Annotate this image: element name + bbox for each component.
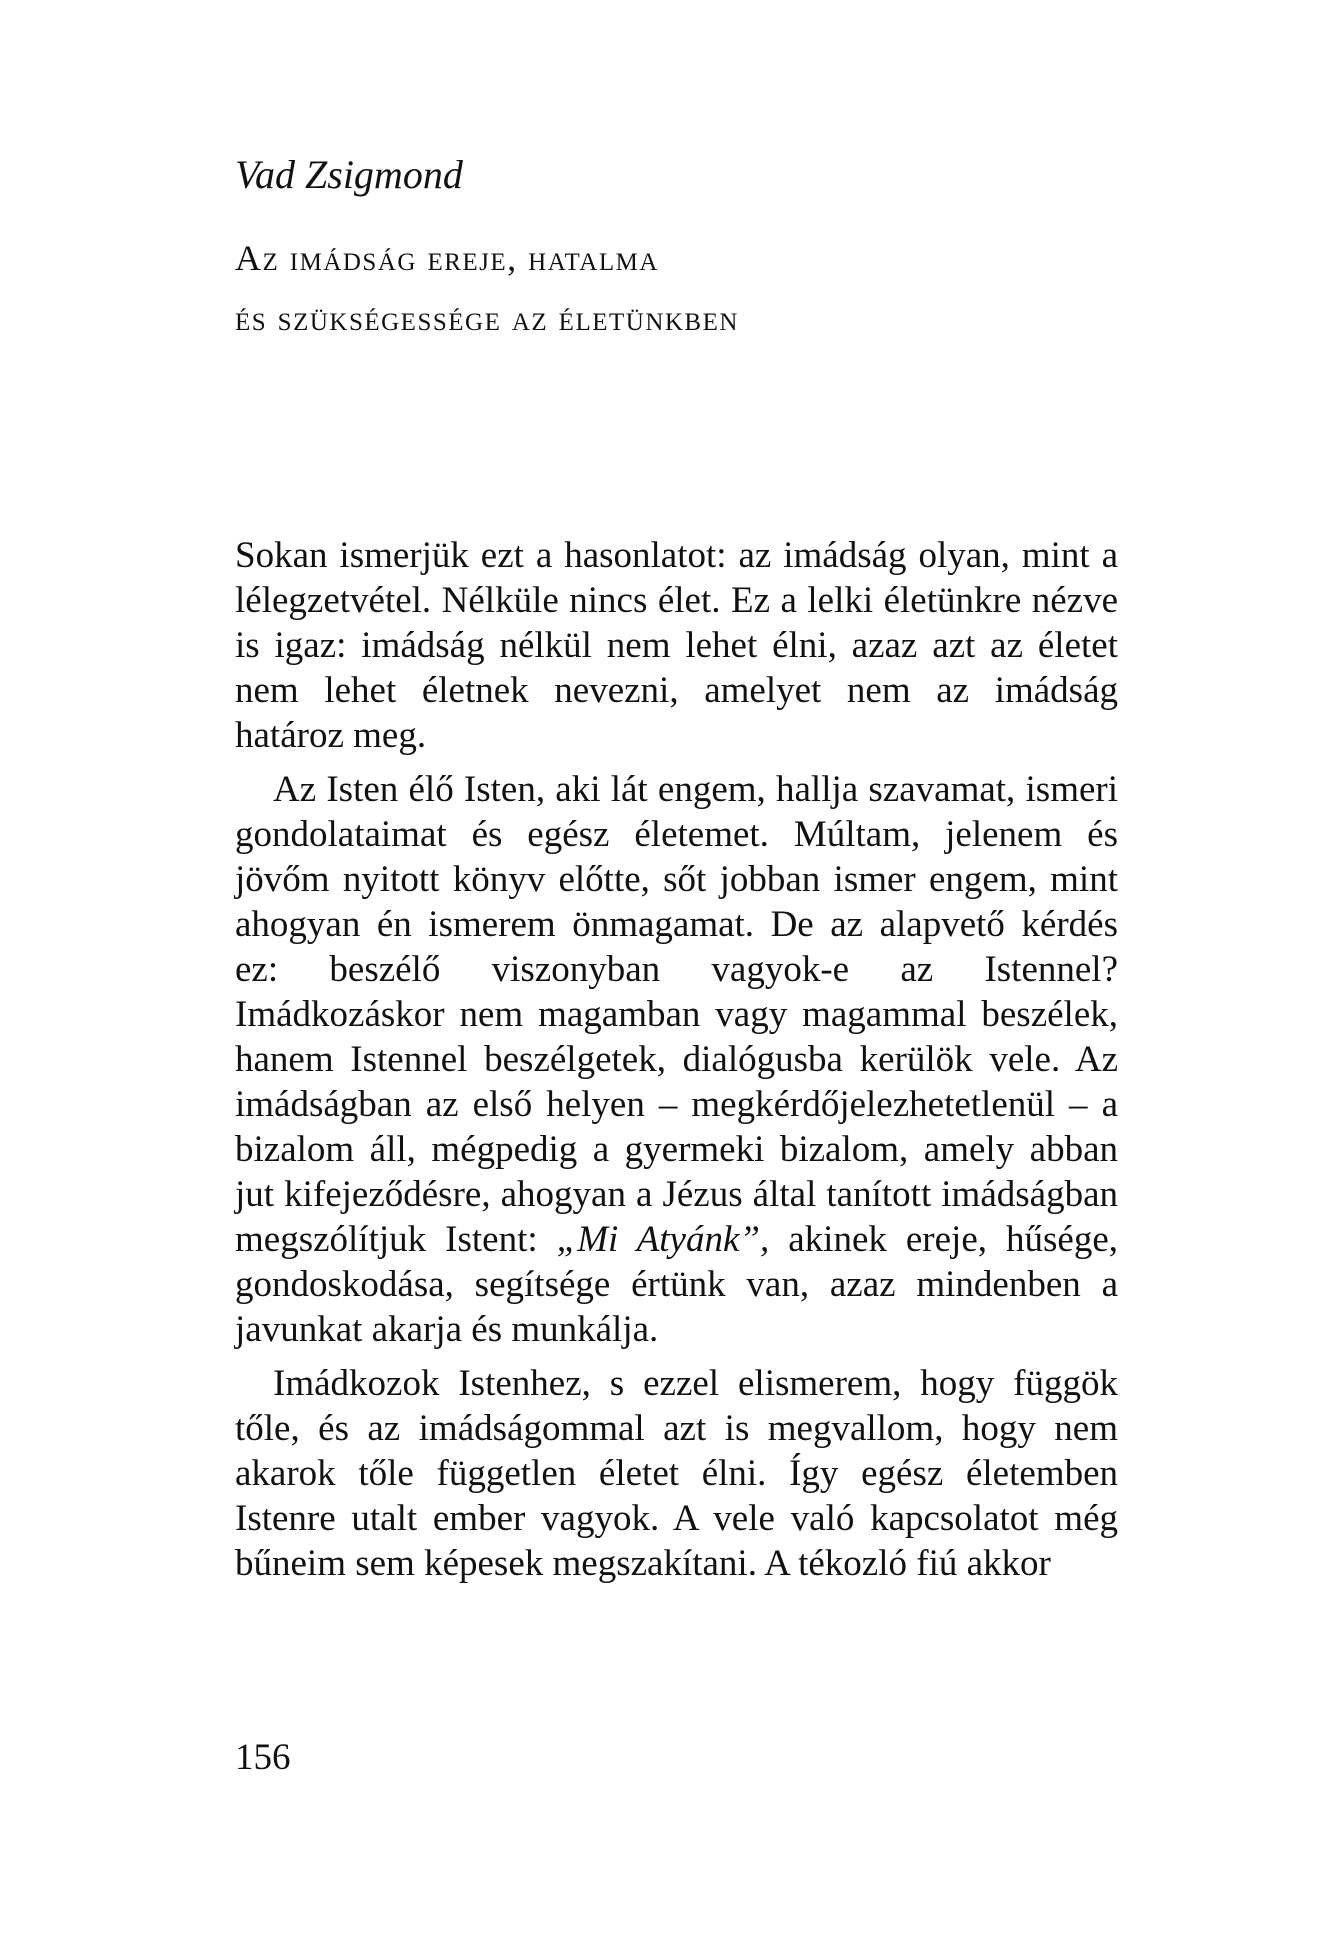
paragraph-1: Sokan ismerjük ezt a hasonlatot: az imádság olyan, mint a lélegzetvétel. Nélküle nincs élet. Ez a lelki életünkre nézve is igaz: imádság nélkül nem lehet élni, azaz azt az életet nem lehet életnek nevezni, amelyet nem az imádság határoz meg. <box>235 535 1118 756</box>
chapter-title-line-2: és szükségessége az életünkben <box>235 298 739 338</box>
page-number: 156 <box>235 1737 291 1778</box>
paragraph-2 <box>235 767 1118 1352</box>
lords-prayer-quote: „Mi Atyánk”, <box>556 1219 770 1260</box>
author-name: Vad Zsigmond <box>235 152 463 197</box>
paragraph-3: Imádkozok Istenhez, s ezzel elismerem, hogy függök tőle, és az imádságommal azt is megvallom, hogy nem akarok tőle független életet élni. Így egész életemben Istenre utalt ember vagyok. A vele való kapcsolatot még bűneim sem képesek megszakítani. A tékozló fiú akkor <box>235 1363 1118 1584</box>
chapter-title <box>235 228 739 348</box>
paragraph-2-text-b: akinek ereje, hűsége, gondoskodása, segítsége értünk van, azaz mindenben a javunkat akarja és munkálja. <box>235 1219 1119 1350</box>
body-text <box>235 533 1118 1595</box>
paragraph-2-text-a: Az Isten élő Isten, aki lát engem, hallja szavamat, ismeri gondolataimat és egész életemet. Múltam, jelenem és jövőm nyitott könyv előtte, sőt jobban ismer engem, mint ahogyan én ismerem önmagamat. De az alapvető kérdés ez: beszélő viszonyban vagyok-e az Istennel? Imádkozáskor nem magamban vagy magammal beszélek, hanem Istennel beszélgetek, dialógusba kerülök vele. Az imádságban az első helyen – megkérdőjelezhetetlenül – a bizalom áll, mégpedig a gyermeki bizalom, amely abban jut kifejeződésre, ahogyan a Jézus által tanított imádságban megszólítjuk Istent: <box>235 769 1118 1260</box>
chapter-title-line-1: Az imádság ereje, hatalma <box>235 238 659 278</box>
